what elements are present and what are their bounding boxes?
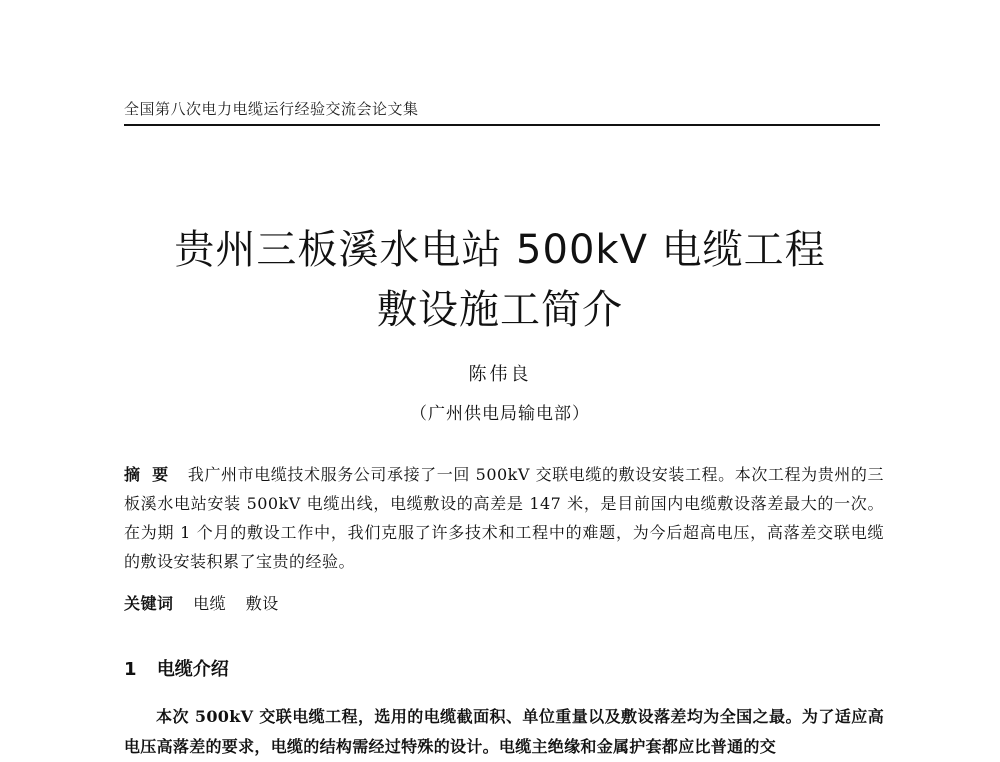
keywords-label: 关键词 (124, 594, 174, 613)
keyword: 敷设 (245, 594, 279, 613)
paper-title-line-1: 贵州三板溪水电站 500kV 电缆工程 (174, 227, 826, 273)
section-number: 1 (124, 659, 137, 680)
running-header: 全国第八次电力电缆运行经验交流会论文集 (124, 100, 419, 118)
section-title: 电缆介绍 (156, 659, 229, 680)
header-rule (124, 124, 880, 126)
author-affiliation: （广州供电局输电部） (410, 404, 590, 424)
author-name: 陈伟良 (468, 364, 532, 385)
abstract (124, 460, 884, 576)
abstract-text: 我广州市电缆技术服务公司承接了一回 500kV 交联电缆的敷设安装工程。本次工程为贵州的三板溪水电站安装 500kV 电缆出线，电缆敷设的高差是 147 米，是目前国内电缆敷设落差最大的一次。在为期 1 个月的敷设工作中，我们克服了许多技术和工程中的难题，为今后超高电压，高落差交联电缆的敷设安装积累了宝贵的经验。 (124, 465, 884, 571)
keywords (124, 591, 884, 614)
section-heading (124, 655, 229, 681)
paper-title-line-2: 敷设施工简介 (377, 287, 623, 333)
keyword: 电缆 (193, 594, 227, 613)
body-paragraph: 本次 500kV 交联电缆工程，选用的电缆截面积、单位重量以及敷设落差均为全国之最。为了适应高电压高落差的要求，电缆的结构需经过特殊的设计。电缆主绝缘和金属护套都应比普通的交 (124, 707, 884, 756)
abstract-label: 摘要 (124, 465, 181, 484)
